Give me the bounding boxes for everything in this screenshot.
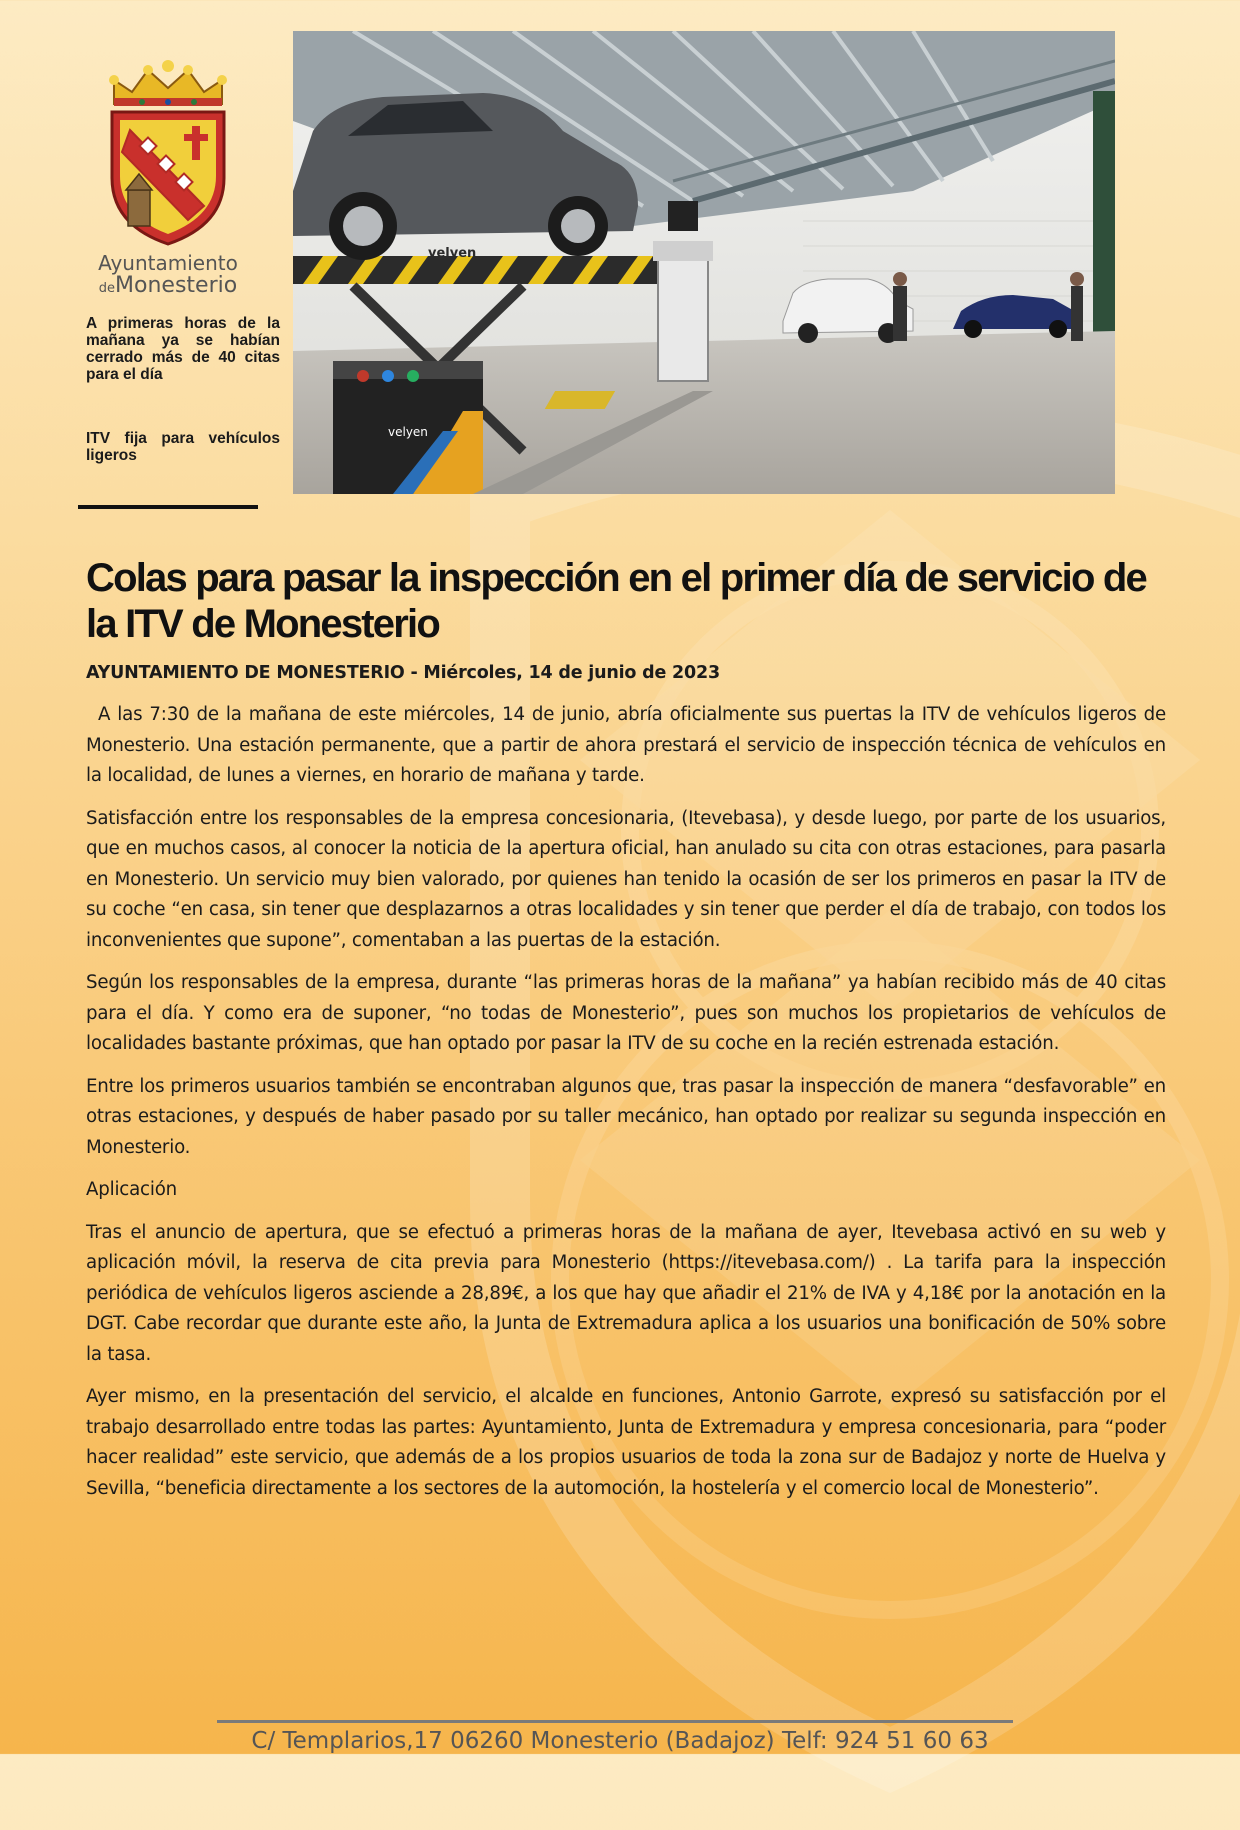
sidebar-note-itv: ITV fija para vehículos ligeros xyxy=(86,430,280,464)
article-headline: Colas para pasar la inspección en el primer día de servicio de la ITV de Monesterio xyxy=(86,556,1147,646)
article-body xyxy=(86,700,1166,1516)
footer-divider xyxy=(217,1720,1013,1723)
itv-station-photo xyxy=(293,31,1115,494)
article-paragraph-3: Según los responsables de la empresa, durante “las primeras horas de la mañana” ya habían recibido más de 40 citas para el día. Y como era de suponer, “no todas de Monesterio”, pues son muchos los propietarios de vehículos de localidades bastante próximas, que han optado por pasar la ITV de su coche en la recién estrenada estación. xyxy=(86,972,1166,1054)
footer-address: C/ Templarios,17 06260 Monesterio (Badajoz) Telf: 924 51 60 63 xyxy=(251,1728,989,1754)
article-paragraph-1: A las 7:30 de la mañana de este miércoles, 14 de junio, abría oficialmente sus puertas la ITV de vehículos ligeros de Monesterio. Una estación permanente, que a partir de ahora prestará el servicio de inspección técnica de vehículos en la localidad, de lunes a viernes, en horario de mañana y tarde. xyxy=(86,704,1166,786)
logo-line-monesterio: deMonesterio xyxy=(98,273,238,298)
logo-line-ayuntamiento: Ayuntamiento xyxy=(98,251,238,275)
article-byline: AYUNTAMIENTO DE MONESTERIO - Miércoles, 14 de junio de 2023 xyxy=(86,663,720,683)
coat-of-arms-icon xyxy=(92,60,244,250)
article-paragraph-6: Ayer mismo, en la presentación del servicio, el alcalde en funciones, Antonio Garrote, expresó su satisfacción por el trabajo desarrollado entre todas las partes: Ayuntamiento, Junta de Extremadura y empresa concesionaria, para “poder hacer realidad” este servicio, que además de a los propios usuarios de toda la zona sur de Badajoz y norte de Huelva y Sevilla, “beneficia directamente a los sectores de la automoción, la hostelería y el comercio local de Monesterio”. xyxy=(86,1386,1166,1499)
article-paragraph-2: Satisfacción entre los responsables de la empresa concesionaria, (Itevebasa), y desde luego, por parte de los usuarios, que en muchos casos, al conocer la noticia de la apertura oficial, han anulado su cita con otras estaciones, para pasarla en Monesterio. Un servicio muy bien valorado, por quienes han tenido la ocasión de ser los primeros en pasar la ITV de su coche “en casa, sin tener que desplazarnos a otras localidades y sin tener que perder el día de trabajo, con todos los inconvenientes que supone”, comentaban a las puertas de la estación. xyxy=(86,807,1166,951)
article-paragraph-4: Entre los primeros usuarios también se encontraban algunos que, tras pasar la inspección de manera “desfavorable” en otras estaciones, y después de haber pasado por su taller mecánico, han optado por realizar su segunda inspección en Monesterio. xyxy=(86,1075,1166,1158)
article-paragraph-5: Tras el anuncio de apertura, que se efectuó a primeras horas de la mañana de ayer, Itevebasa activó en su web y aplicación móvil, la reserva de cita previa para Monesterio (https://itevebasa.com/) . La tarifa para la inspección periódica de vehículos ligeros asciende a 28,89€, a los que hay que añadir el 21% de IVA y 4,18€ por la anotación en la DGT. Cabe recordar que durante este año, la Junta de Extremadura aplica a los usuarios una bonificación de 50% sobre la tasa. xyxy=(86,1221,1166,1365)
sidebar-divider xyxy=(78,505,258,509)
sidebar-note-citas: A primeras horas de la mañana ya se habían cerrado más de 40 citas para el día xyxy=(86,315,280,383)
crown-icon xyxy=(109,60,227,106)
article-subheading: Aplicación xyxy=(86,1179,177,1200)
console-brand-label: velyen xyxy=(388,425,428,439)
lift-brand-label: velyen xyxy=(428,246,477,261)
municipal-logo xyxy=(92,60,244,301)
